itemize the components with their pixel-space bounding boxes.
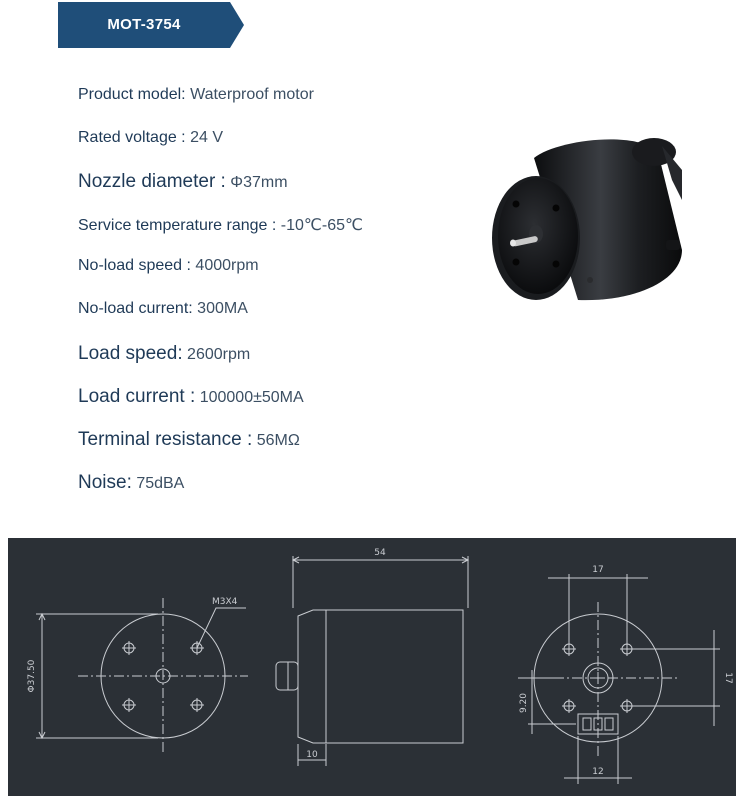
spec-no-load-current xyxy=(78,300,248,318)
spec-value: 300MA xyxy=(197,300,248,317)
spec-label: Noise: xyxy=(78,472,132,493)
spec-label: No-load speed : xyxy=(78,257,191,274)
spec-value: Waterproof motor xyxy=(190,86,314,103)
spec-load-current xyxy=(78,386,304,408)
spec-value: 24 V xyxy=(190,129,223,146)
spec-label: Rated voltage : xyxy=(78,129,186,146)
spec-label: Product model: xyxy=(78,86,186,103)
spec-terminal-resistance xyxy=(78,429,300,451)
spec-label: Load speed: xyxy=(78,343,183,364)
spec-value: 2600rpm xyxy=(187,346,251,363)
hole-spacing-side-label: 17 xyxy=(723,672,733,684)
hole-spacing-top-label: 17 xyxy=(592,565,604,575)
spec-load-speed xyxy=(78,343,250,365)
spec-nozzle-diameter xyxy=(78,171,288,193)
spec-label: Nozzle diameter : xyxy=(78,171,226,192)
spec-value: -10℃-65℃ xyxy=(280,217,363,234)
length-dimension-label: 54 xyxy=(374,548,386,558)
shaft-length-dimension-label: 10 xyxy=(306,750,318,760)
model-code: MOT-3754 xyxy=(107,16,181,33)
offset-dimension-label: 9.20 xyxy=(519,692,529,714)
model-badge xyxy=(58,2,244,48)
spec-no-load-speed xyxy=(78,257,259,275)
spec-temperature-range xyxy=(78,215,363,235)
spec-value: Φ37mm xyxy=(230,174,288,191)
spec-rated-voltage xyxy=(78,129,223,147)
spec-noise xyxy=(78,472,184,494)
spec-label: Service temperature range : xyxy=(78,217,277,234)
terminal-width-label: 12 xyxy=(592,767,604,777)
spec-product-model xyxy=(78,86,314,104)
spec-label: Terminal resistance : xyxy=(78,429,253,450)
technical-drawing xyxy=(8,538,736,796)
spec-label: No-load current: xyxy=(78,300,193,317)
spec-value: 75dBA xyxy=(136,475,185,492)
diameter-dimension-label: Φ37.50 xyxy=(27,659,37,693)
spec-value: 100000±50MA xyxy=(199,389,304,406)
thread-dimension-label: M3X4 xyxy=(212,597,238,607)
motor-product-image xyxy=(486,130,696,320)
spec-value: 56MΩ xyxy=(256,432,300,449)
spec-value: 4000rpm xyxy=(195,257,259,274)
spec-label: Load current : xyxy=(78,386,196,407)
